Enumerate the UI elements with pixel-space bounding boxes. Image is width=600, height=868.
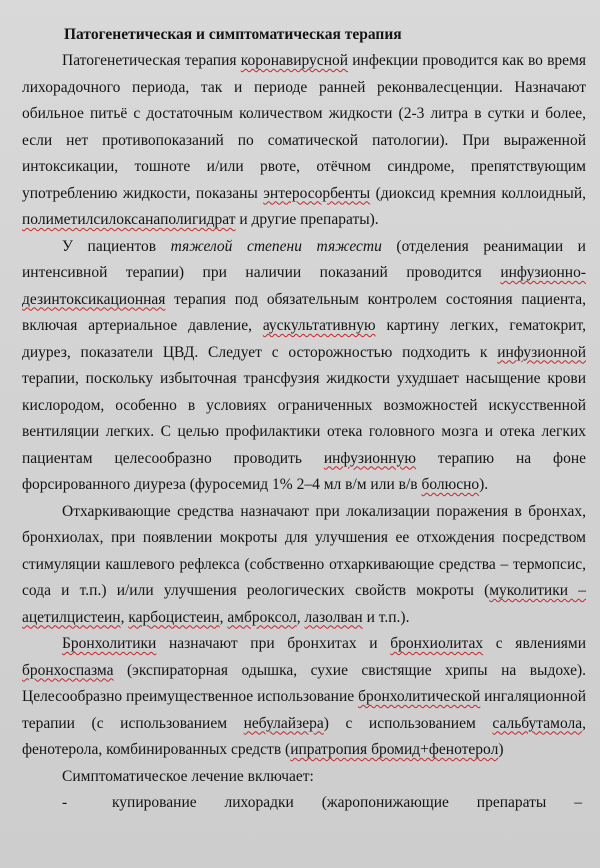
text-run: ингаляционной терапии (с использованием bbox=[22, 688, 586, 732]
text-run: назначают при бронхитах и bbox=[156, 635, 391, 652]
list-word: лихорадки bbox=[224, 794, 294, 811]
list-item-text bbox=[112, 790, 582, 817]
paragraph-expectorants bbox=[22, 499, 586, 632]
spell-underlined-word: инфузионно-дезинтоксикационная bbox=[22, 264, 586, 308]
spell-underlined-word: муколитики – ацетилцистеин bbox=[22, 582, 586, 626]
paragraph-bronchodilators bbox=[22, 631, 586, 764]
paragraph-symptomatic: Симптоматическое лечение включает: bbox=[62, 767, 314, 785]
text-run: Патогенетическая терапия bbox=[62, 52, 241, 69]
paragraph-pathogenetic bbox=[22, 48, 586, 234]
text-run: ) с использованием bbox=[323, 714, 493, 732]
spell-underlined-word: бронхолитической bbox=[358, 688, 481, 705]
list-word: купирование bbox=[112, 794, 197, 811]
text-run: Отхаркивающие средства назначают при локализации поражения в бронхах, бронхиолах, при появлении мокроты для улучшения ее отхождения посредством стимуляции кашлевого рефлекса (собственно отхаркивающие средства – термопсис, сода и т.п.) и/или улучшения реологических свойств мокроты ( bbox=[22, 502, 586, 599]
spell-underlined-word: амброксол bbox=[227, 608, 297, 626]
spell-underlined-word: карбоцистеин bbox=[128, 608, 220, 626]
list-item bbox=[22, 790, 586, 817]
text-run: терапию на фоне форсированного диуреза (фуросемид 1% 2–4 мл в/м или в/в bbox=[22, 449, 586, 493]
text-run: ) bbox=[498, 741, 504, 758]
spell-underlined-word: энтеросорбенты bbox=[263, 184, 371, 202]
text-run: картину легких, гематокрит, диурез, показатели ЦВД. Следует с осторожностью подходить к bbox=[22, 317, 586, 361]
spell-underlined-word: Бронхолитики bbox=[62, 635, 157, 652]
list-word: препараты bbox=[476, 794, 547, 811]
text-run: , bbox=[120, 608, 129, 626]
spell-underlined-word: сальбутамола bbox=[492, 714, 583, 732]
italic-phrase: тяжелой степени тяжести bbox=[170, 237, 382, 255]
text-run: У пациентов bbox=[62, 237, 171, 255]
text-run: ). bbox=[479, 476, 489, 493]
spell-underlined-word: инфузионной bbox=[497, 343, 586, 361]
text-run: (экспираторная одышка, сухие свистящие хрипы на выдохе). Целесообразно преимущественное использование bbox=[22, 661, 586, 705]
text-run: инфекции проводится как во время лихорадочного периода, так и периоде ранней реконвалесценции. Назначают обильное питьё с достаточным количеством жидкости (2-3 литра в сутки и более, если нет противопоказаний по соматической патологии). При выраженной интоксикации, тошноте и/или рвоте, отёчном синдроме, препятствующим употреблению жидкости, показаны bbox=[22, 52, 587, 202]
spell-underlined-word: коронавирусной bbox=[240, 52, 349, 69]
text-run: терапии, поскольку избыточная трансфузия жидкости ухудшает насыщение крови кислородом, особенно в условиях ограниченных возможностей искусственной вентиляции легких. С целью профилактики отека головного мозга и отека легких пациентам целесообразно проводить bbox=[22, 370, 586, 467]
spell-underlined-word: аускультативную bbox=[262, 317, 376, 334]
spell-underlined-word: бронхоспазма bbox=[22, 661, 114, 679]
spell-underlined-word: болюсно bbox=[421, 476, 480, 493]
paragraph-severe-patients bbox=[22, 234, 586, 499]
text-run: и т.п.). bbox=[362, 608, 410, 626]
spell-underlined-word: полиметилсилоксанаполигидрат bbox=[22, 211, 236, 228]
list-word: – bbox=[574, 794, 582, 811]
text-run: и другие препараты). bbox=[235, 211, 379, 228]
text-run: (отделения реанимации и интенсивной терапии) при наличии показаний проводится bbox=[22, 237, 586, 281]
text-run: , bbox=[296, 608, 305, 626]
spell-underlined-word: инфузионную bbox=[323, 449, 416, 467]
text-run: (диоксид кремния коллоидный, bbox=[370, 184, 586, 202]
spell-underlined-word: ипратропия бромид+фенотерол bbox=[290, 741, 499, 758]
section-title: Патогенетическая и симптоматическая терапия bbox=[64, 26, 402, 43]
list-dash: - bbox=[62, 794, 68, 811]
spell-underlined-word: небулайзера bbox=[243, 714, 324, 732]
text-run: , bbox=[219, 608, 228, 626]
list-word: (жаропонижающие bbox=[321, 794, 449, 811]
spell-underlined-word: бронхиолитах bbox=[390, 635, 484, 652]
text-run: с явлениями bbox=[483, 635, 586, 652]
text-run: терапия под обязательным контролем состояния пациента, включая артериальное давление, bbox=[22, 290, 586, 334]
spell-underlined-word: лазолван bbox=[304, 608, 363, 626]
text-run: , фенотерола, комбинированных средств ( bbox=[22, 714, 586, 758]
